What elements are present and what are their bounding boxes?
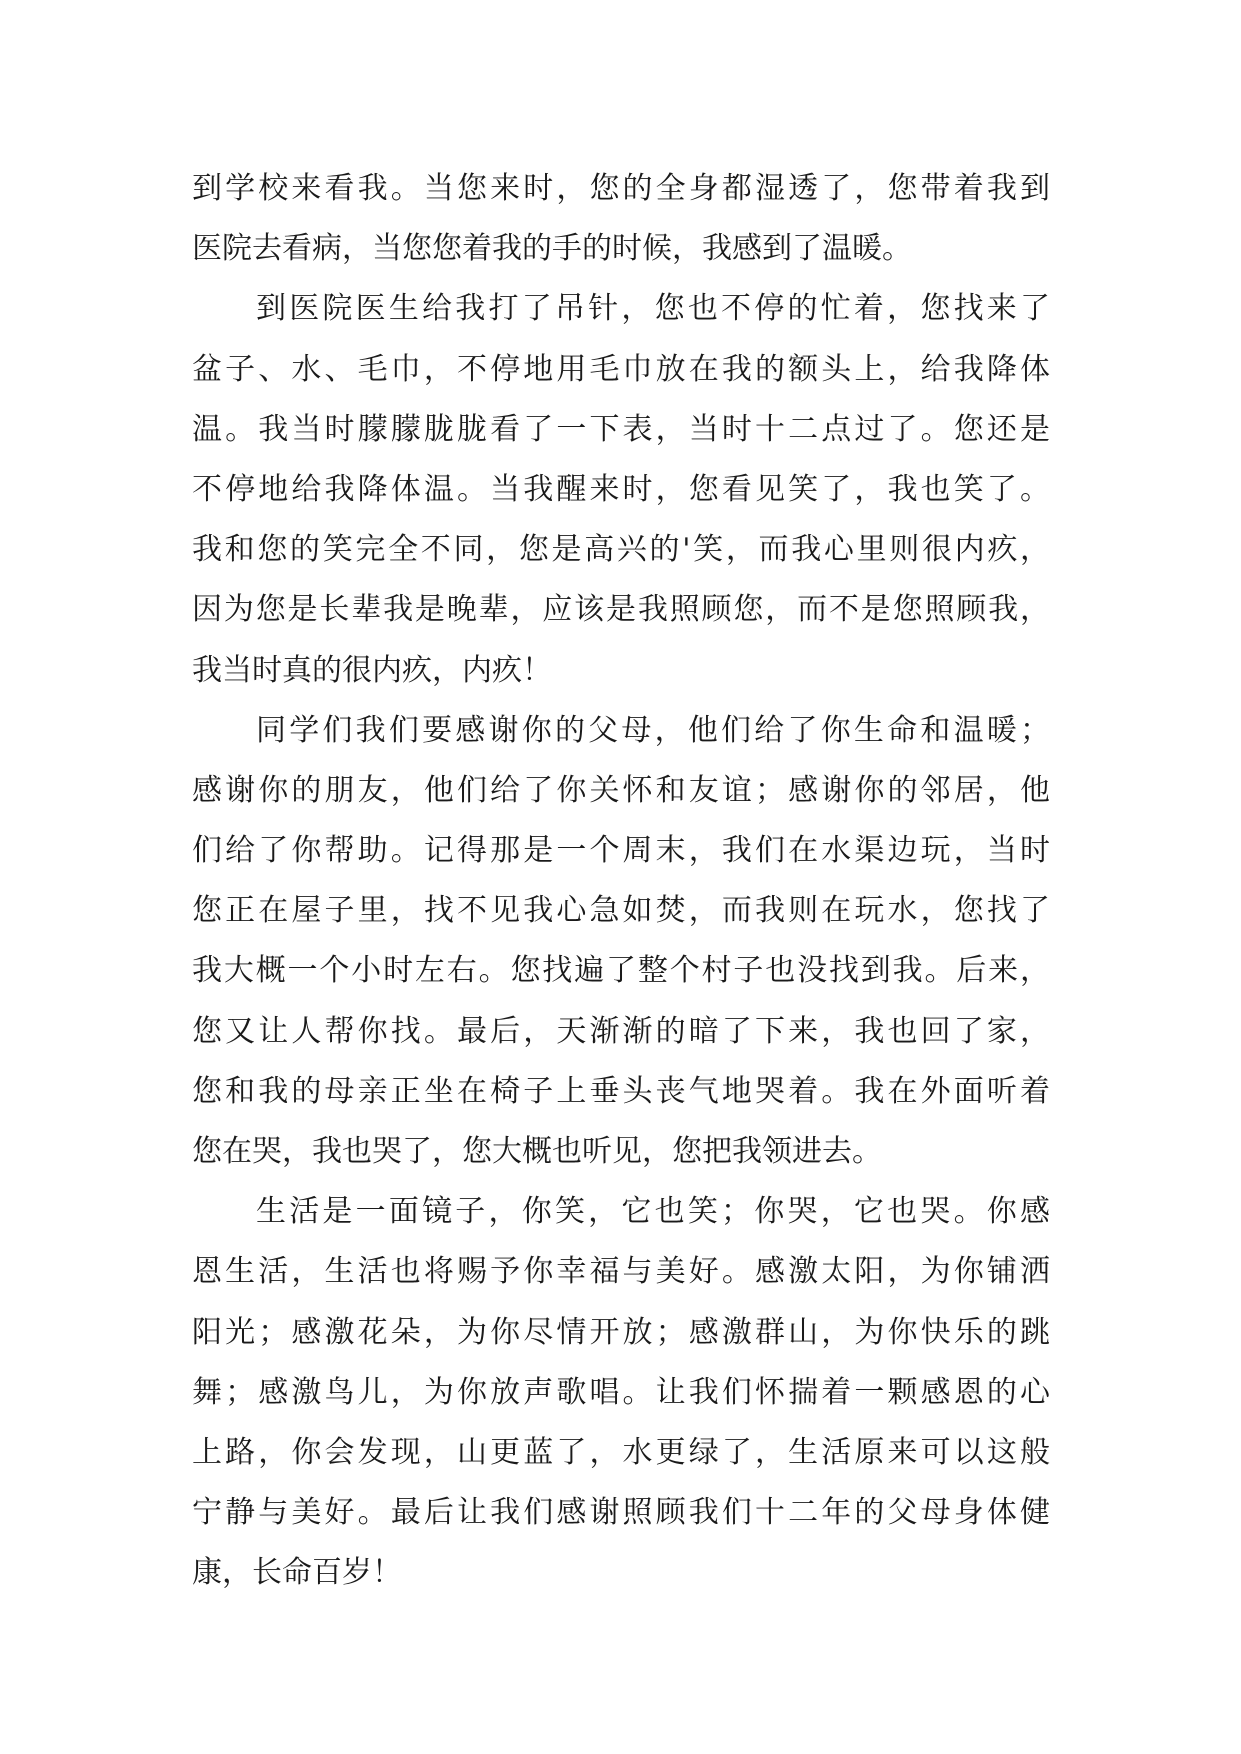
text-line: 盆子、水、毛巾，不停地用毛巾放在我的额头上，给我降体 xyxy=(192,351,1050,387)
text-line: 您又让人帮你找。最后，天渐渐的暗了下来，我也回了家， xyxy=(192,1013,1050,1049)
text-line: 您和我的母亲正坐在椅子上垂头丧气地哭着。我在外面听着 xyxy=(192,1073,1050,1109)
text-line: 到医院医生给我打了吊针，您也不停的忙着，您找来了 xyxy=(256,291,1050,327)
text-line: 我大概一个小时左右。您找遍了整个村子也没找到我。后来， xyxy=(192,953,1050,989)
document-body xyxy=(192,159,1050,1604)
paragraph xyxy=(192,1182,1050,1603)
text-line: 阳光；感激花朵，为你尽情开放；感激群山，为你快乐的跳 xyxy=(192,1314,1050,1350)
paragraph xyxy=(192,159,1050,279)
text-line: 生活是一面镜子，你笑，它也笑；你哭，它也哭。你感 xyxy=(256,1194,1050,1230)
text-line: 医院去看病，当您您着我的手的时候，我感到了温暖。 xyxy=(192,231,912,267)
text-line: 我和您的笑完全不同，您是高兴的'笑，而我心里则很内疚， xyxy=(192,532,1050,568)
text-line: 不停地给我降体温。当我醒来时，您看见笑了，我也笑了。 xyxy=(192,471,1050,507)
text-line: 舞；感激鸟儿，为你放声歌唱。让我们怀揣着一颗感恩的心 xyxy=(192,1374,1050,1410)
text-line: 到学校来看我。当您来时，您的全身都湿透了，您带着我到 xyxy=(192,171,1050,206)
text-line: 温。我当时朦朦胧胧看了一下表，当时十二点过了。您还是 xyxy=(192,411,1050,447)
text-line: 您在哭，我也哭了，您大概也听见，您把我领进去。 xyxy=(192,1134,882,1169)
text-line: 上路，你会发现，山更蓝了，水更绿了，生活原来可以这般 xyxy=(192,1434,1050,1470)
text-line: 感谢你的朋友，他们给了你关怀和友谊；感谢你的邻居，他 xyxy=(192,772,1050,808)
text-line: 我当时真的很内疚，内疚！ xyxy=(192,652,552,688)
text-line: 同学们我们要感谢你的父母，他们给了你生命和温暖； xyxy=(256,712,1050,748)
text-line: 您正在屋子里，找不见我心急如焚，而我则在玩水，您找了 xyxy=(192,893,1050,929)
paragraph xyxy=(192,701,1050,1183)
text-line: 恩生活，生活也将赐予你幸福与美好。感激太阳，为你铺洒 xyxy=(192,1254,1050,1290)
text-line: 康，长命百岁！ xyxy=(192,1555,402,1591)
paragraph xyxy=(192,279,1050,700)
text-line: 宁静与美好。最后让我们感谢照顾我们十二年的父母身体健 xyxy=(192,1495,1050,1531)
text-line: 们给了你帮助。记得那是一个周末，我们在水渠边玩，当时 xyxy=(192,833,1050,869)
text-line: 因为您是长辈我是晚辈，应该是我照顾您，而不是您照顾我， xyxy=(192,592,1050,628)
